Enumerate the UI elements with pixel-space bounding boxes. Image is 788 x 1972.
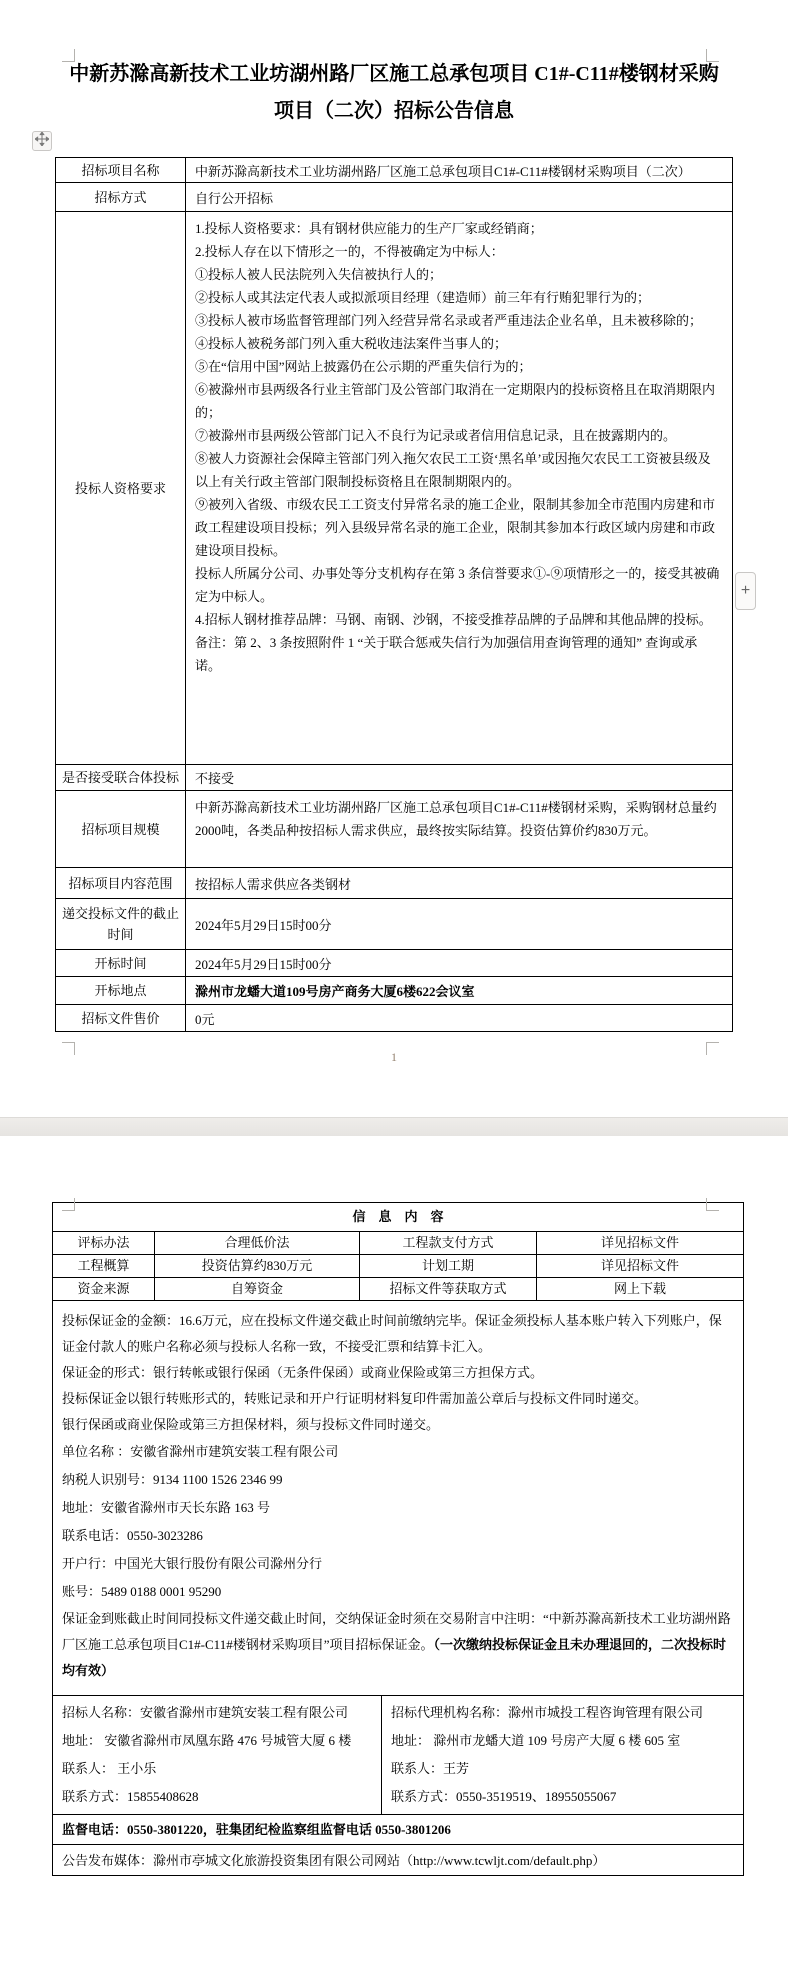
page1-margin-mark-top-left [62, 49, 75, 62]
cell-label: 招标文件等获取方式 [359, 1278, 536, 1300]
cell-label: 计划工期 [359, 1255, 536, 1277]
table-insert-plus-button[interactable]: + [735, 572, 756, 610]
deposit-paragraph: 投标保证金的金额：16.6万元，应在投标文件递交截止时间前缴纳完毕。保证金须投标人基本账户转入下列账户，保证金付款人的账户名称必须与投标人名称一致，不接受汇票和结算卡汇入。 [62, 1313, 722, 1354]
document-title: 中新苏滁高新技术工业坊湖州路厂区施工总承包项目 C1#-C11#楼钢材采购项目（二次）招标公告信息 [69, 63, 719, 122]
qualification-line: 4.招标人钢材推荐品牌：马钢、南钢、沙钢，不接受推荐品牌的子品牌和其他品牌的投标。 [195, 612, 712, 627]
bid-deposit-section [53, 1300, 743, 1695]
bidder-contact-block [53, 1696, 382, 1814]
deposit-paragraph: 银行保函或商业保险或第三方担保材料，须与投标文件同时递交。 [62, 1417, 440, 1432]
contacts-row [53, 1695, 743, 1814]
row-label: 招标项目名称 [56, 158, 186, 182]
table-row [56, 1004, 732, 1031]
qualification-line: ⑦被滁州市县两级公管部门记入不良行为记录或者信用信息记录，且在披露期内的。 [195, 428, 677, 443]
row-label: 招标方式 [56, 183, 186, 211]
cell-value: 详见招标文件 [536, 1232, 743, 1254]
row-value: 中新苏滁高新技术工业坊湖州路厂区施工总承包项目C1#-C11#楼钢材采购，采购钢材总量约2000吨，各类品种按招标人需求供应，最终按实际结算。投资估算价约830万元。 [195, 800, 717, 838]
account-line: 开户行：中国光大银行股份有限公司滁州分行 [62, 1556, 323, 1571]
qualification-line: 投标人所属分公司、办事处等分支机构存在第 3 条信誉要求①-⑨项情形之一的，接受其被确定为中标人。 [195, 566, 720, 604]
row-label: 招标项目内容范围 [56, 868, 186, 898]
qualification-line: ②投标人或其法定代表人或拟派项目经理（建造师）前三年有行贿犯罪行为的； [195, 290, 651, 305]
table-row [53, 1254, 743, 1277]
table-row [56, 898, 732, 949]
deposit-paragraph: 投标保证金以银行转账形式的，转账记录和开户行证明材料复印件需加盖公章后与投标文件同时递交。 [62, 1391, 648, 1406]
account-line: 账号：5489 0188 0001 95290 [62, 1584, 222, 1599]
page2-margin-mark-top-left [62, 1198, 75, 1211]
page2-margin-mark-top-right [706, 1198, 719, 1211]
qualification-line: 1.投标人资格要求：具有钢材供应能力的生产厂家或经销商； [195, 221, 543, 236]
tender-info-table [55, 157, 733, 1032]
cell-value: 投资估算约830万元 [154, 1255, 359, 1277]
row-value: 2024年5月29日15时00分 [195, 917, 332, 933]
table-row [56, 976, 732, 1004]
qualification-line: ④投标人被税务部门列入重大税收违法案件当事人的； [195, 336, 508, 351]
page1-margin-mark-bottom-left [62, 1042, 75, 1055]
qualification-line: ⑥被滁州市县两级各行业主管部门及公管部门取消在一定期限内的投标资格且在取消期限内的； [195, 382, 716, 420]
info-content-table [52, 1202, 744, 1876]
row-label: 递交投标文件的截止时间 [56, 899, 186, 949]
deposit-note-bold-text: （一次缴纳投标保证金且未办理退回的，二次投标时均有效） [62, 1637, 726, 1678]
deposit-note-text: 保证金到账截止时间同投标文件递交截止时间，交纳保证金时须在交易附言中注明：“中新苏滁高新技术工业坊湖州路厂区施工总承包项目C1#-C11#楼钢材采购项目”项目招标保证金。 [62, 1611, 731, 1652]
announcement-media-row: 公告发布媒体：滁州市亭城文化旅游投资集团有限公司网站（http://www.tcwljt.com/default.php） [53, 1844, 743, 1875]
table-row [56, 867, 732, 898]
deposit-paragraph: 保证金的形式：银行转帐或银行保函（无条件保函）或商业保险或第三方担保方式。 [62, 1365, 544, 1380]
table-row [56, 182, 732, 211]
cell-label: 评标办法 [77, 1235, 130, 1250]
page-number: 1 [391, 1050, 397, 1064]
agency-line: 联系方式：0550-3519519、18955055067 [391, 1789, 617, 1804]
cell-value: 自筹资金 [154, 1278, 359, 1300]
bidder-line: 联系方式：15855408628 [62, 1789, 199, 1804]
qualification-line: ①投标人被人民法院列入失信被执行人的； [195, 267, 443, 282]
cell-label: 工程款支付方式 [359, 1232, 536, 1254]
row-value: 不接受 [195, 771, 235, 786]
table-row [56, 211, 732, 764]
qualification-line: ③投标人被市场监督管理部门列入经营异常名录或者严重违法企业名单，且未被移除的； [195, 313, 703, 328]
row-label: 投标人资格要求 [56, 212, 186, 764]
agency-line: 联系人：王芳 [391, 1761, 470, 1776]
supervision-phone-row: 监督电话：0550-3801220，驻集团纪检监察组监督电话 0550-3801206 [53, 1814, 743, 1844]
row-value: 自行公开招标 [195, 190, 274, 206]
account-line: 单位名称 ：安徽省滁州市建筑安装工程有限公司 [62, 1444, 339, 1459]
row-value: 2024年5月29日15时00分 [195, 956, 332, 972]
row-label: 是否接受联合体投标 [56, 765, 186, 790]
table-row [53, 1231, 743, 1254]
table-row [56, 790, 732, 867]
account-line: 纳税人识别号：9134 1100 1526 2346 99 [62, 1472, 283, 1487]
cell-value: 详见招标文件 [536, 1255, 743, 1277]
agency-line: 招标代理机构名称：滁州市城投工程咨询管理有限公司 [391, 1705, 704, 1720]
qualification-line: ⑨被列入省级、市级农民工工资支付异常名录的施工企业，限制其参加全市范围内房建和市政工程建设项目投标；列入县级异常名录的施工企业，限制其参加本行政区域内房建和市政建设项目投标。 [195, 497, 716, 558]
page1-margin-mark-top-right [706, 49, 719, 62]
page-break-band [0, 1117, 788, 1136]
deposit-note [62, 1606, 734, 1684]
row-label: 开标时间 [56, 950, 186, 976]
row-label: 招标项目规模 [56, 791, 186, 867]
row-value: 0元 [195, 1011, 215, 1027]
qualification-text [186, 212, 732, 764]
agency-line: 地址： 滁州市龙蟠大道 109 号房产大厦 6 楼 605 室 [391, 1733, 681, 1748]
info-table-header: 信息内容 [352, 1209, 457, 1224]
row-value: 中新苏滁高新技术工业坊湖州路厂区施工总承包项目C1#-C11#楼钢材采购项目（二次） [195, 163, 691, 179]
page1-margin-mark-bottom-right [706, 1042, 719, 1055]
row-label: 开标地点 [56, 977, 186, 1004]
qualification-line: ⑧被人力资源社会保障主管部门列入拖欠农民工工资‘黑名单’或因拖欠农民工工资被县级及以上有关行政主管部门限制投标资格且在限制期限内的。 [195, 451, 711, 489]
bidder-line: 招标人名称：安徽省滁州市建筑安装工程有限公司 [62, 1705, 349, 1720]
account-line: 地址：安徽省滁州市天长东路 163 号 [62, 1500, 271, 1515]
table-row [56, 158, 732, 182]
table-row [56, 764, 732, 790]
cell-value: 合理低价法 [154, 1232, 359, 1254]
cell-label: 工程概算 [77, 1258, 130, 1273]
row-value: 滁州市龙蟠大道109号房产商务大厦6楼622会议室 [195, 984, 475, 999]
cell-value: 网上下载 [536, 1278, 743, 1300]
move-arrows-icon [35, 132, 49, 151]
bidder-line: 地址： 安徽省滁州市凤凰东路 476 号城管大厦 6 楼 [62, 1733, 352, 1748]
qualification-line: 2.投标人存在以下情形之一的，不得被确定为中标人： [195, 244, 504, 259]
row-label: 招标文件售价 [56, 1005, 186, 1031]
bidder-line: 联系人： 王小乐 [62, 1761, 157, 1776]
qualification-line: ⑤在“信用中国”网站上披露仍在公示期的严重失信行为的； [195, 359, 532, 374]
agency-contact-block [382, 1696, 743, 1814]
table-row [56, 949, 732, 976]
account-line: 联系电话：0550-3023286 [62, 1528, 203, 1543]
table-row [53, 1277, 743, 1300]
qualification-line: 备注：第 2、3 条按照附件 1 “关于联合惩戒失信行为加强信用查询管理的通知” 查询或承诺。 [195, 635, 698, 673]
table-move-handle[interactable] [32, 131, 52, 151]
row-value: 按招标人需求供应各类钢材 [195, 876, 352, 892]
cell-label: 资金来源 [77, 1281, 130, 1296]
